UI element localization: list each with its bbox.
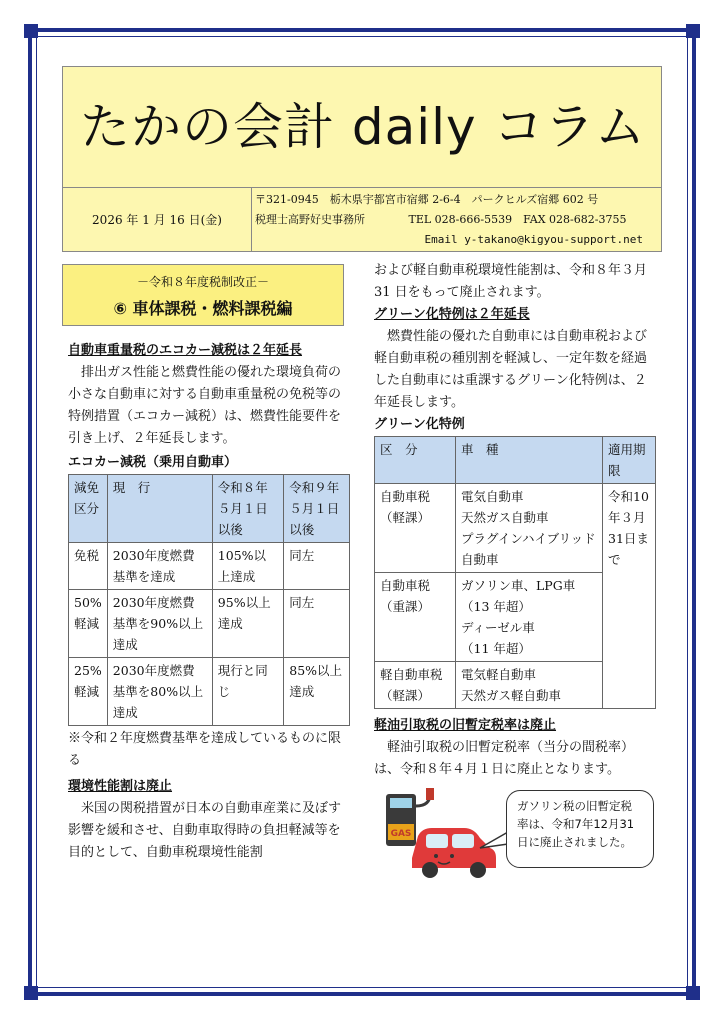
table-header: 区 分 — [375, 437, 456, 484]
paragraph-green-special: 燃費性能の優れた自動車には自動車税および軽自動車税の種別割を軽減し、一定年数を経過した自動車には重課するグリーン化特例は、２年延長します。 — [374, 329, 648, 410]
paragraph-diesel-tax: 軽油引取税の旧暫定税率（当分の間税率）は、令和８年４月１日に廃止となります。 — [374, 740, 635, 777]
table-header: 車 種 — [456, 437, 603, 484]
office-address: 〒321-0945 栃木県宇都宮市宿郷 2-6-4 パークヒルズ宿郷 602 号 — [255, 193, 599, 206]
header-info-row — [63, 187, 661, 252]
table-header: 適用期限 — [603, 437, 656, 484]
table-header: 令和８年５月１日以後 — [212, 475, 283, 543]
table-header: 現 行 — [107, 475, 212, 543]
heading-diesel-tax: 軽油引取税の旧暫定税率は廃止 — [374, 718, 557, 733]
speech-bubble: ガソリン税の旧暫定税率は、令和7年12月31日に廃止されました。 — [506, 790, 654, 868]
section-main-title: ⑥ 車体課税・燃料課税編 — [113, 299, 293, 318]
left-column — [68, 340, 350, 864]
office-info — [255, 190, 655, 250]
table-cell: 2030年度燃費基準を90%以上達成 — [107, 590, 212, 658]
table-cell: 95%以上達成 — [212, 590, 283, 658]
frame-corner — [686, 986, 700, 1000]
table-cell: 25%軽減 — [69, 658, 108, 726]
office-name: 税理士高野好史事務所 — [255, 213, 365, 226]
right-column — [374, 260, 656, 781]
paragraph-weight-tax: 排出ガス性能と燃費性能の優れた環境負荷の小さな自動車に対する自動車重量税の免税等の特例措置（エコカー減税）は、燃費性能要件を引き上げ、２年延長します。 — [68, 365, 342, 446]
office-email[interactable]: Email y-takano@kigyou-support.net — [424, 233, 643, 246]
gas-label: GAS — [390, 829, 412, 839]
paragraph-env-performance: 米国の関税措置が日本の自動車産業に及ぼす影響を緩和させ、自動車取得時の負担軽減等を目的として、自動車税環境性能割 — [68, 801, 342, 860]
table-cell: 105%以上達成 — [212, 543, 283, 590]
section-title-box — [62, 264, 344, 326]
table-cell: 50%軽減 — [69, 590, 108, 658]
issue-date: 2026 年 1 月 16 日(金) — [63, 188, 252, 252]
paragraph-continued: および軽自動車税環境性能割は、令和８年３月 31 日をもって廃止されます。 — [374, 263, 648, 300]
heading-env-performance: 環境性能割は廃止 — [68, 779, 173, 794]
office-tel-fax: TEL 028-666-5539 FAX 028-682-3755 — [408, 213, 627, 226]
table-cell: 85%以上達成 — [284, 658, 350, 726]
table-cell: 電気軽自動車 天然ガス軽自動車 — [456, 662, 603, 709]
table-row — [69, 658, 350, 726]
frame-corner — [686, 24, 700, 38]
table-cell: 電気自動車 天然ガス自動車 プラグインハイブリッド自動車 — [456, 484, 603, 573]
table-note: ※令和２年度燃費基準を達成しているものに限る — [68, 731, 342, 768]
table-row — [375, 484, 656, 573]
table-cell: 同左 — [284, 590, 350, 658]
table-row — [69, 543, 350, 590]
table-cell: 自動車税（重課） — [375, 573, 456, 662]
green-table — [374, 436, 656, 709]
table-cell: ガソリン車、LPG車 （13 年超） ディーゼル車 （11 年超） — [456, 573, 603, 662]
green-table-title: グリーン化特例 — [374, 417, 465, 432]
table-cell-period: 令和10年３月31日まで — [603, 484, 656, 709]
table-header: 減免区分 — [69, 475, 108, 543]
heading-green-special: グリーン化特例は２年延長 — [374, 307, 530, 322]
office-name-phone — [255, 210, 655, 230]
table-row — [69, 590, 350, 658]
frame-corner — [24, 24, 38, 38]
table-cell: 2030年度燃費基準を達成 — [107, 543, 212, 590]
frame-corner — [24, 986, 38, 1000]
ecocar-table-title: エコカー減税（乗用自動車） — [68, 455, 238, 470]
table-cell: 免税 — [69, 543, 108, 590]
table-cell: 同左 — [284, 543, 350, 590]
table-header: 令和９年５月１日以後 — [284, 475, 350, 543]
table-cell: 現行と同じ — [212, 658, 283, 726]
table-cell: 自動車税（軽課） — [375, 484, 456, 573]
ecocar-table — [68, 474, 350, 726]
table-cell: 軽自動車税（軽課） — [375, 662, 456, 709]
heading-weight-tax: 自動車重量税のエコカー減税は２年延長 — [68, 343, 303, 358]
table-cell: 2030年度燃費基準を80%以上達成 — [107, 658, 212, 726]
header — [62, 66, 662, 252]
section-subtitle: －令和８年度税制改正－ — [136, 275, 269, 289]
page-title: たかの会計 daily コラム — [79, 98, 647, 156]
